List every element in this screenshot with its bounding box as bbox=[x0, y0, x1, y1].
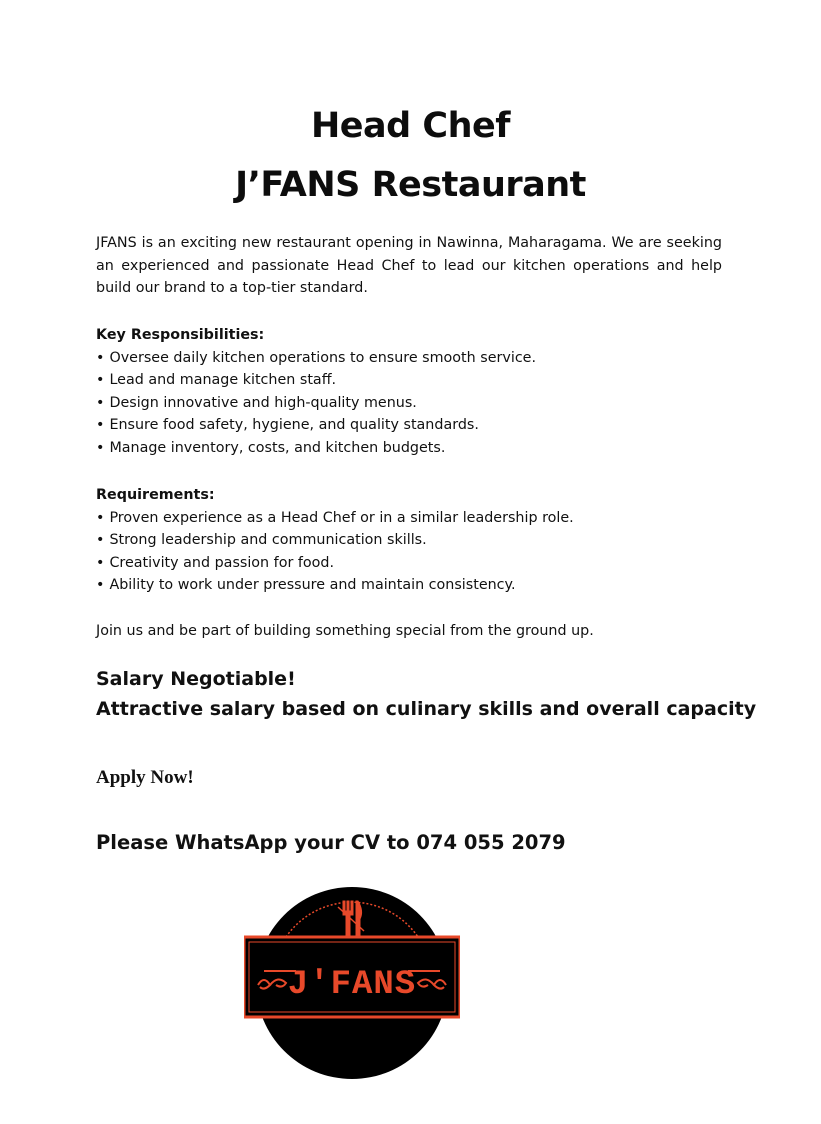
list-item: • Proven experience as a Head Chef or in a similar leadership role. bbox=[96, 507, 722, 530]
page-title: Head Chef bbox=[311, 106, 510, 146]
list-item: • Ensure food safety, hygiene, and quality standards. bbox=[96, 414, 722, 437]
requirements-list bbox=[96, 507, 722, 597]
logo-text: J'FANS bbox=[287, 966, 417, 1004]
salary-heading: Salary Negotiable! bbox=[96, 668, 296, 690]
responsibilities-section bbox=[96, 324, 722, 459]
join-text: Join us and be part of building something special from the ground up. bbox=[96, 623, 594, 639]
list-item: • Manage inventory, costs, and kitchen budgets. bbox=[96, 437, 722, 460]
responsibilities-heading: Key Responsibilities: bbox=[96, 327, 265, 343]
responsibilities-list bbox=[96, 347, 722, 460]
list-item: • Oversee daily kitchen operations to ensure smooth service. bbox=[96, 347, 722, 370]
intro-paragraph: JFANS is an exciting new restaurant opening in Nawinna, Maharagama. We are seeking an experienced and passionate Head Chef to lead our kitchen operations and help build our brand to a top-tier standard. bbox=[96, 235, 722, 296]
contact-text: Please WhatsApp your CV to 074 055 2079 bbox=[96, 831, 566, 854]
list-item: • Strong leadership and communication skills. bbox=[96, 529, 722, 552]
salary-description: Attractive salary based on culinary skills and overall capacity bbox=[96, 698, 757, 720]
list-item: • Design innovative and high-quality menus. bbox=[96, 392, 722, 415]
restaurant-logo bbox=[244, 885, 460, 1081]
requirements-section bbox=[96, 484, 722, 597]
requirements-heading: Requirements: bbox=[96, 487, 215, 503]
restaurant-name: J’FANS Restaurant bbox=[235, 165, 586, 205]
apply-now-text: Apply Now! bbox=[96, 767, 194, 788]
list-item: • Lead and manage kitchen staff. bbox=[96, 369, 722, 392]
list-item: • Ability to work under pressure and maintain consistency. bbox=[96, 574, 722, 597]
list-item: • Creativity and passion for food. bbox=[96, 552, 722, 575]
